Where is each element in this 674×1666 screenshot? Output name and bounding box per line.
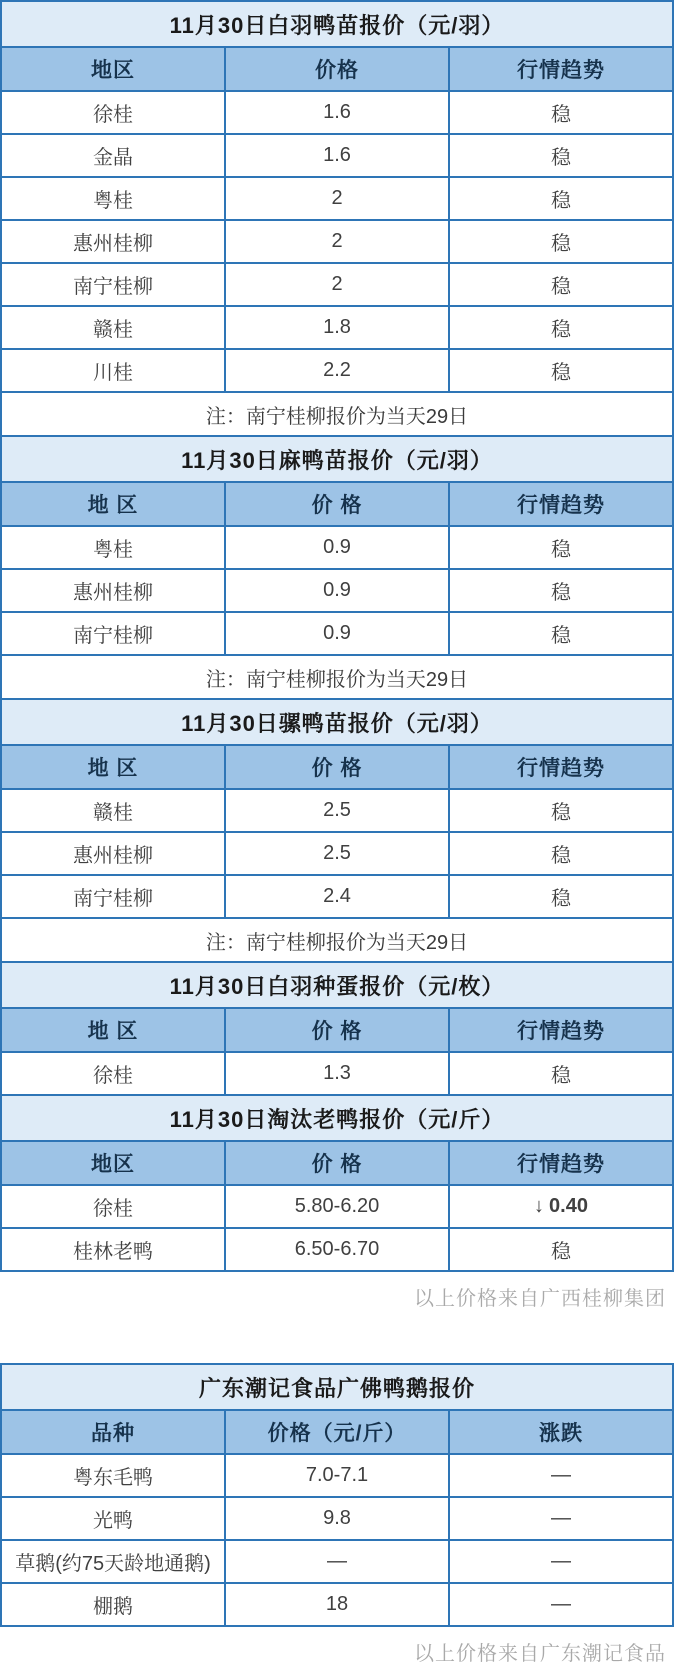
price-cell: 1.6 bbox=[225, 134, 449, 177]
table-row bbox=[1, 349, 673, 392]
table-row bbox=[1, 569, 673, 612]
table-row bbox=[1, 306, 673, 349]
column-header: 价 格 bbox=[225, 482, 449, 526]
column-header: 地 区 bbox=[1, 745, 225, 789]
price-cell: 1.8 bbox=[225, 306, 449, 349]
table-row bbox=[1, 263, 673, 306]
table-row bbox=[1, 875, 673, 918]
trend-cell: 稳 bbox=[449, 1228, 673, 1271]
trend-cell: — bbox=[449, 1454, 673, 1497]
trend-cell: 稳 bbox=[449, 177, 673, 220]
price-cell: 2 bbox=[225, 177, 449, 220]
table-title: 11月30日骡鸭苗报价（元/羽） bbox=[1, 699, 673, 745]
trend-cell: 稳 bbox=[449, 612, 673, 655]
trend-cell: 稳 bbox=[449, 134, 673, 177]
region-cell: 南宁桂柳 bbox=[1, 263, 225, 306]
table-row bbox=[1, 1228, 673, 1271]
section-spacer bbox=[0, 1311, 674, 1363]
table-row bbox=[1, 177, 673, 220]
table-title: 广东潮记食品广佛鸭鹅报价 bbox=[1, 1364, 673, 1410]
column-header: 价 格 bbox=[225, 745, 449, 789]
region-cell: 光鸭 bbox=[1, 1497, 225, 1540]
price-cell: 6.50-6.70 bbox=[225, 1228, 449, 1271]
down-arrow-icon: ↓ bbox=[534, 1195, 545, 1217]
column-header: 地区 bbox=[1, 47, 225, 91]
table-row bbox=[1, 526, 673, 569]
table-row bbox=[1, 91, 673, 134]
region-cell: 粤桂 bbox=[1, 526, 225, 569]
region-cell: 惠州桂柳 bbox=[1, 220, 225, 263]
table-note: 注：南宁桂柳报价为当天29日 bbox=[1, 392, 673, 436]
region-cell: 桂林老鸭 bbox=[1, 1228, 225, 1271]
region-cell: 徐桂 bbox=[1, 1185, 225, 1228]
column-header-row bbox=[1, 745, 673, 789]
price-cell: 1.3 bbox=[225, 1052, 449, 1095]
column-header-row bbox=[1, 47, 673, 91]
table-note-row bbox=[1, 655, 673, 699]
column-header: 价格 bbox=[225, 47, 449, 91]
price-cell: 0.9 bbox=[225, 526, 449, 569]
column-header: 地 区 bbox=[1, 482, 225, 526]
column-header-row bbox=[1, 1410, 673, 1454]
trend-cell: 稳 bbox=[449, 832, 673, 875]
table-title-row bbox=[1, 1364, 673, 1410]
column-header: 行情趋势 bbox=[449, 482, 673, 526]
source-caption-guangxi: 以上价格来自广西桂柳集团 bbox=[414, 1288, 666, 1310]
trend-cell: 稳 bbox=[449, 306, 673, 349]
region-cell: 徐桂 bbox=[1, 1052, 225, 1095]
region-cell: 徐桂 bbox=[1, 91, 225, 134]
column-header: 行情趋势 bbox=[449, 1008, 673, 1052]
table-title-row bbox=[1, 1095, 673, 1141]
table-row bbox=[1, 1583, 673, 1626]
trend-cell bbox=[449, 1185, 673, 1228]
table-note: 注：南宁桂柳报价为当天29日 bbox=[1, 655, 673, 699]
price-cell: 1.6 bbox=[225, 91, 449, 134]
trend-cell: 稳 bbox=[449, 789, 673, 832]
table-title: 11月30日麻鸭苗报价（元/羽） bbox=[1, 436, 673, 482]
table-note: 注：南宁桂柳报价为当天29日 bbox=[1, 918, 673, 962]
column-header: 涨跌 bbox=[449, 1410, 673, 1454]
price-cell: 18 bbox=[225, 1583, 449, 1626]
trend-cell: 稳 bbox=[449, 569, 673, 612]
region-cell: 南宁桂柳 bbox=[1, 875, 225, 918]
table-row bbox=[1, 220, 673, 263]
region-cell: 惠州桂柳 bbox=[1, 832, 225, 875]
column-header-row bbox=[1, 1008, 673, 1052]
trend-cell: — bbox=[449, 1497, 673, 1540]
table-row bbox=[1, 1454, 673, 1497]
source-caption-guangdong: 以上价格来自广东潮记食品 bbox=[414, 1643, 666, 1665]
table-row bbox=[1, 1185, 673, 1228]
table-row bbox=[1, 832, 673, 875]
price-cell: — bbox=[225, 1540, 449, 1583]
table-row bbox=[1, 1540, 673, 1583]
trend-cell: — bbox=[449, 1540, 673, 1583]
table-row bbox=[1, 789, 673, 832]
region-cell: 惠州桂柳 bbox=[1, 569, 225, 612]
price-cell: 2 bbox=[225, 263, 449, 306]
region-cell: 金晶 bbox=[1, 134, 225, 177]
trend-cell: — bbox=[449, 1583, 673, 1626]
price-cell: 2.2 bbox=[225, 349, 449, 392]
table-title-row bbox=[1, 699, 673, 745]
table-title: 11月30日白羽种蛋报价（元/枚） bbox=[1, 962, 673, 1008]
table-title: 11月30日白羽鸭苗报价（元/羽） bbox=[1, 1, 673, 47]
price-cell: 0.9 bbox=[225, 569, 449, 612]
region-cell: 赣桂 bbox=[1, 789, 225, 832]
table-row bbox=[1, 134, 673, 177]
column-header: 价 格 bbox=[225, 1141, 449, 1185]
price-cell: 7.0-7.1 bbox=[225, 1454, 449, 1497]
column-header: 品种 bbox=[1, 1410, 225, 1454]
price-cell: 2.5 bbox=[225, 789, 449, 832]
trend-cell: 稳 bbox=[449, 349, 673, 392]
price-cell: 9.8 bbox=[225, 1497, 449, 1540]
trend-cell: 稳 bbox=[449, 220, 673, 263]
region-cell: 草鹅(约75天龄地通鹅) bbox=[1, 1540, 225, 1583]
price-cell: 2 bbox=[225, 220, 449, 263]
trend-cell: 稳 bbox=[449, 91, 673, 134]
region-cell: 赣桂 bbox=[1, 306, 225, 349]
guangdong-chaoji-price-tables bbox=[0, 1363, 674, 1627]
region-cell: 川桂 bbox=[1, 349, 225, 392]
price-cell: 0.9 bbox=[225, 612, 449, 655]
column-header-row bbox=[1, 482, 673, 526]
table-row bbox=[1, 612, 673, 655]
table-title: 11月30日淘汰老鸭报价（元/斤） bbox=[1, 1095, 673, 1141]
price-cell: 2.5 bbox=[225, 832, 449, 875]
table-note-row bbox=[1, 918, 673, 962]
region-cell: 粤东毛鸭 bbox=[1, 1454, 225, 1497]
region-cell: 粤桂 bbox=[1, 177, 225, 220]
region-cell: 棚鹅 bbox=[1, 1583, 225, 1626]
column-header: 行情趋势 bbox=[449, 1141, 673, 1185]
column-header: 价 格 bbox=[225, 1008, 449, 1052]
trend-cell: 稳 bbox=[449, 526, 673, 569]
table-note-row bbox=[1, 392, 673, 436]
table-row bbox=[1, 1497, 673, 1540]
trend-value: 0.40 bbox=[549, 1195, 588, 1217]
table-title-row bbox=[1, 962, 673, 1008]
column-header: 行情趋势 bbox=[449, 47, 673, 91]
price-cell: 2.4 bbox=[225, 875, 449, 918]
table-title-row bbox=[1, 436, 673, 482]
trend-cell: 稳 bbox=[449, 263, 673, 306]
trend-cell: 稳 bbox=[449, 1052, 673, 1095]
table-title-row bbox=[1, 1, 673, 47]
table-row bbox=[1, 1052, 673, 1095]
trend-cell: 稳 bbox=[449, 875, 673, 918]
column-header-row bbox=[1, 1141, 673, 1185]
column-header: 行情趋势 bbox=[449, 745, 673, 789]
price-cell: 5.80-6.20 bbox=[225, 1185, 449, 1228]
region-cell: 南宁桂柳 bbox=[1, 612, 225, 655]
column-header: 地区 bbox=[1, 1141, 225, 1185]
price-table bbox=[0, 1363, 674, 1627]
column-header: 地 区 bbox=[1, 1008, 225, 1052]
column-header: 价格（元/斤） bbox=[225, 1410, 449, 1454]
